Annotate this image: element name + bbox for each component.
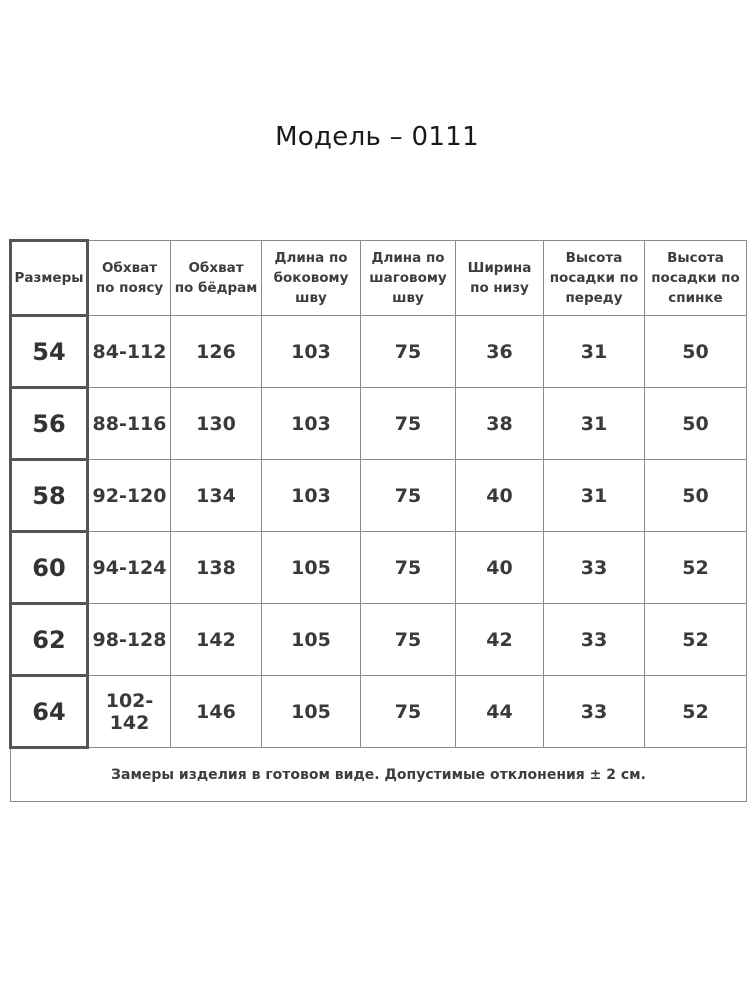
header-label: Высота xyxy=(565,250,623,266)
inseam-length-cell: 75 xyxy=(361,532,456,604)
header-label: по поясу xyxy=(95,280,164,296)
note-row xyxy=(11,748,747,802)
header-label: посадки по xyxy=(549,270,639,286)
side-length-cell: 105 xyxy=(262,676,361,748)
header-label: Длина по xyxy=(274,250,348,266)
back-rise-cell: 52 xyxy=(645,604,747,676)
hem-width-cell: 44 xyxy=(456,676,544,748)
front-rise-cell: 33 xyxy=(544,676,645,748)
inseam-length-cell: 75 xyxy=(361,676,456,748)
header-label: шву xyxy=(295,290,327,306)
page-title: Модель – 0111 xyxy=(275,122,479,152)
side-length-cell: 105 xyxy=(262,532,361,604)
table-row xyxy=(11,460,747,532)
hips-cell: 134 xyxy=(171,460,262,532)
header-label: посадки по xyxy=(651,270,740,286)
inseam-length-cell: 75 xyxy=(361,388,456,460)
back-rise-cell: 50 xyxy=(645,388,747,460)
header-sizes xyxy=(11,241,88,316)
back-rise-cell: 52 xyxy=(645,676,747,748)
size-cell: 62 xyxy=(11,604,88,676)
header-label: по низу xyxy=(470,280,529,296)
header-label: Высота xyxy=(667,250,724,266)
hem-width-cell: 42 xyxy=(456,604,544,676)
header-label: Длина по xyxy=(371,250,445,266)
hem-width-cell: 38 xyxy=(456,388,544,460)
header-label: боковому xyxy=(273,270,349,286)
waist-cell: 94-124 xyxy=(88,532,171,604)
side-length-cell: 105 xyxy=(262,604,361,676)
hips-cell: 138 xyxy=(171,532,262,604)
inseam-length-cell: 75 xyxy=(361,604,456,676)
waist-cell: 92-120 xyxy=(88,460,171,532)
size-cell: 54 xyxy=(11,316,88,388)
header-label: шаговому xyxy=(369,270,447,286)
size-chart-table xyxy=(9,239,747,802)
header-hips xyxy=(171,241,262,316)
waist-cell: 84-112 xyxy=(88,316,171,388)
header-label: Обхват xyxy=(101,260,158,276)
size-cell: 60 xyxy=(11,532,88,604)
size-cell: 56 xyxy=(11,388,88,460)
waist-cell: 98-128 xyxy=(88,604,171,676)
hem-width-cell: 40 xyxy=(456,460,544,532)
back-rise-cell: 50 xyxy=(645,316,747,388)
tolerance-note: Замеры изделия в готовом виде. Допустимые отклонения ± 2 см. xyxy=(11,748,747,802)
table-row xyxy=(11,316,747,388)
waist-cell: 102-142 xyxy=(88,676,171,748)
back-rise-cell: 50 xyxy=(645,460,747,532)
header-label: шву xyxy=(392,290,424,306)
front-rise-cell: 31 xyxy=(544,388,645,460)
front-rise-cell: 33 xyxy=(544,532,645,604)
header-label: Обхват xyxy=(188,260,244,276)
header-hem-width xyxy=(456,241,544,316)
hips-cell: 146 xyxy=(171,676,262,748)
hips-cell: 142 xyxy=(171,604,262,676)
header-label: Размеры xyxy=(14,270,84,286)
size-cell: 64 xyxy=(11,676,88,748)
table-row xyxy=(11,604,747,676)
header-row xyxy=(11,241,747,316)
table-row xyxy=(11,676,747,748)
waist-cell: 88-116 xyxy=(88,388,171,460)
header-label: переду xyxy=(565,290,623,306)
side-length-cell: 103 xyxy=(262,388,361,460)
header-label: Ширина xyxy=(467,260,532,276)
header-front-rise xyxy=(544,241,645,316)
inseam-length-cell: 75 xyxy=(361,460,456,532)
header-inseam-length xyxy=(361,241,456,316)
hem-width-cell: 40 xyxy=(456,532,544,604)
header-back-rise xyxy=(645,241,747,316)
hem-width-cell: 36 xyxy=(456,316,544,388)
hips-cell: 130 xyxy=(171,388,262,460)
side-length-cell: 103 xyxy=(262,316,361,388)
header-waist xyxy=(88,241,171,316)
header-label: по бёдрам xyxy=(174,280,258,296)
table-row xyxy=(11,532,747,604)
size-cell: 58 xyxy=(11,460,88,532)
front-rise-cell: 31 xyxy=(544,460,645,532)
front-rise-cell: 31 xyxy=(544,316,645,388)
table-row xyxy=(11,388,747,460)
header-side-length xyxy=(262,241,361,316)
header-label: спинке xyxy=(668,290,723,306)
hips-cell: 126 xyxy=(171,316,262,388)
inseam-length-cell: 75 xyxy=(361,316,456,388)
back-rise-cell: 52 xyxy=(645,532,747,604)
front-rise-cell: 33 xyxy=(544,604,645,676)
side-length-cell: 103 xyxy=(262,460,361,532)
